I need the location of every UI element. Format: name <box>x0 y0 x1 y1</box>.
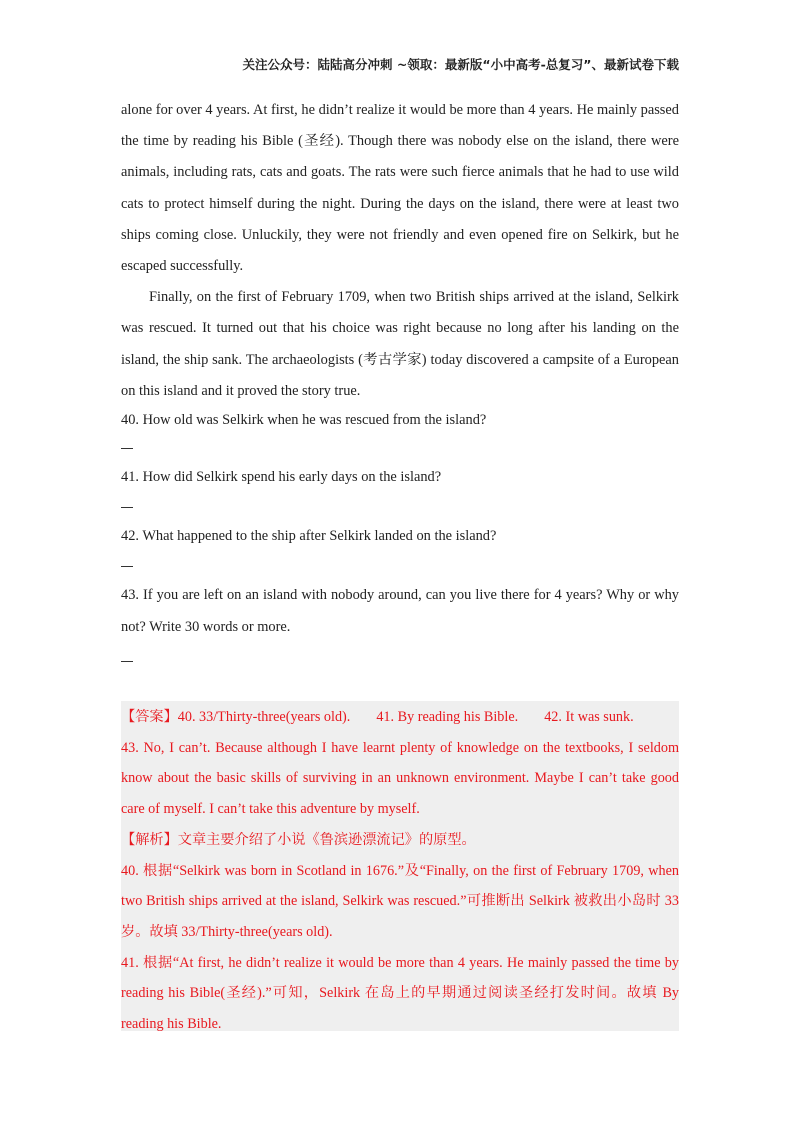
answer-label: 【答案】 <box>121 709 178 725</box>
question-40: 40. How old was Selkirk when he was rescued from the island? <box>121 412 487 429</box>
question-41: 41. How did Selkirk spend his early days on the island? <box>121 469 442 486</box>
blank-line <box>121 448 133 449</box>
answer-line-short <box>121 702 679 733</box>
analysis-summary: 文章主要介绍了小说《鲁滨逊漂流记》的原型。 <box>177 831 476 848</box>
blank-line <box>121 566 133 567</box>
blank-line <box>121 661 133 662</box>
page-header: 关注公众号：陆陆高分冲刺 ~领取：最新版“小中高考-总复习”、最新试卷下载 <box>242 57 679 72</box>
answer-blank-42[interactable] <box>121 552 679 580</box>
question-42: 42. What happened to the ship after Selkirk landed on the island? <box>121 528 497 545</box>
answer-blank-40[interactable] <box>121 434 679 462</box>
passage-paragraph-1: alone for over 4 years. At first, he didn’t realize it would be more than 4 years. He mainly passed the time by reading his Bible (圣经). Though there was nobody else on the island, there were animals, including rats, cats and goats. The rats were such fierce animals that he had to use wild cats to protect himself during the night. During the days on the island, there were at least two ships coming close. Unluckily, they were not friendly and even opened fire on Selkirk, but he escaped successfully. <box>121 102 679 275</box>
explanation-40: 40. 根据“Selkirk was born in Scotland in 1676.”及“Finally, on the first of February 1709, when two British ships arrived at the island, Selkirk was rescued.”可推断出 Selkirk 被救出小岛时 33 岁。故填 33/Thirty-three(years old). <box>121 862 679 940</box>
answer-43: 43. No, I can’t. Because although I have learnt plenty of knowledge on the textbooks, I seldom know about the basic skills of surviving in an unknown environment. Maybe I can’t take good care of myself. I can’t take this adventure by myself. <box>121 739 679 818</box>
answer-blank-41[interactable] <box>121 493 679 521</box>
passage-paragraph-2: Finally, on the first of February 1709, when two British ships arrived at the island, Selkirk was rescued. It turned out that his choice was right because no long after his landing on the island, the ship sank. The archaeologists (考古学家) today discovered a campsite of a European on this island and it proved the story true. <box>121 289 679 399</box>
analysis-summary-line <box>121 825 679 856</box>
answer-42: 42. It was sunk. <box>544 709 634 725</box>
analysis-label: 【解析】 <box>121 831 178 848</box>
answer-section <box>121 701 679 1031</box>
answer-blank-43[interactable] <box>121 643 679 677</box>
blank-line <box>121 507 133 508</box>
answer-40: 40. 33/Thirty-three(years old). <box>177 709 351 725</box>
explanation-41: 41. 根据“At first, he didn’t realize it would be more than 4 years. He mainly passed the time by reading his Bible(圣经).”可知，Selkirk 在岛上的早期通过阅读圣经打发时间。故填 By reading his Bible. <box>121 954 679 1033</box>
answer-41: 41. By reading his Bible. <box>376 709 519 725</box>
passage-and-questions <box>121 95 679 677</box>
question-43: 43. If you are left on an island with nobody around, can you live there for 4 years? Why or why not? Write 30 words or more. <box>121 587 679 635</box>
